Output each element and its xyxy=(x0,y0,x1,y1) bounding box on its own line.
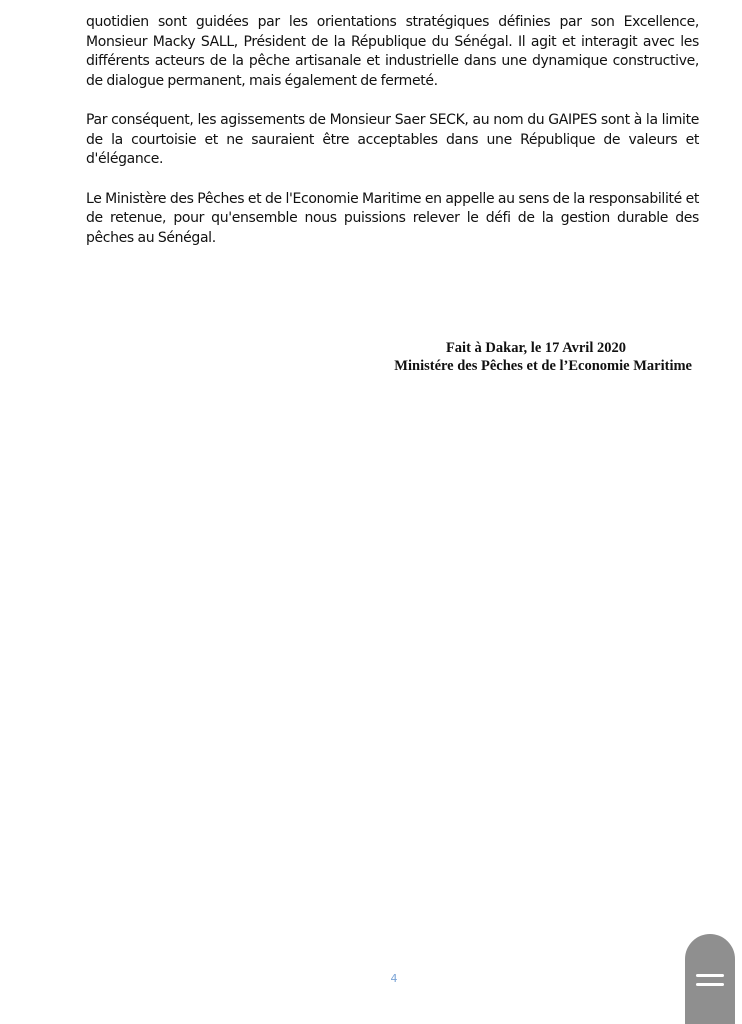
paragraph-guidance: quotidien sont guidées par les orientations stratégiques définies par son Excellence, Monsieur Macky SALL, Président de la République du Sénégal. Il agit et interagit avec les différents acteurs de la pêche artisanale et industrielle dans une dynamique constructive, de dialogue permanent, mais également de fermeté. xyxy=(86,14,699,89)
paragraph-consequence: Par conséquent, les agissements de Monsieur Saer SECK, au nom du GAIPES sont à la limite de la courtoisie et ne sauraient être acceptables dans une République de valeurs et d'élégance. xyxy=(86,112,699,167)
document-body xyxy=(86,13,699,268)
menu-button[interactable] xyxy=(685,934,735,1024)
menu-icon-bar-bottom xyxy=(696,983,724,986)
paragraph-appeal: Le Ministère des Pêches et de l'Economie Maritime en appelle au sens de la responsabilité et de retenue, pour qu'ensemble nous puissions relever le défi de la gestion durable des pêches au Sénégal. xyxy=(86,190,699,246)
signature-place-date: Fait à Dakar, le 17 Avril 2020 xyxy=(445,340,626,356)
page-number: 4 xyxy=(390,972,398,985)
menu-icon-bar-top xyxy=(696,974,724,977)
hamburger-menu-icon xyxy=(696,972,724,988)
signature-block xyxy=(340,339,692,375)
signature-ministry: Ministére des Pêches et de l’Economie Maritime xyxy=(394,358,692,374)
